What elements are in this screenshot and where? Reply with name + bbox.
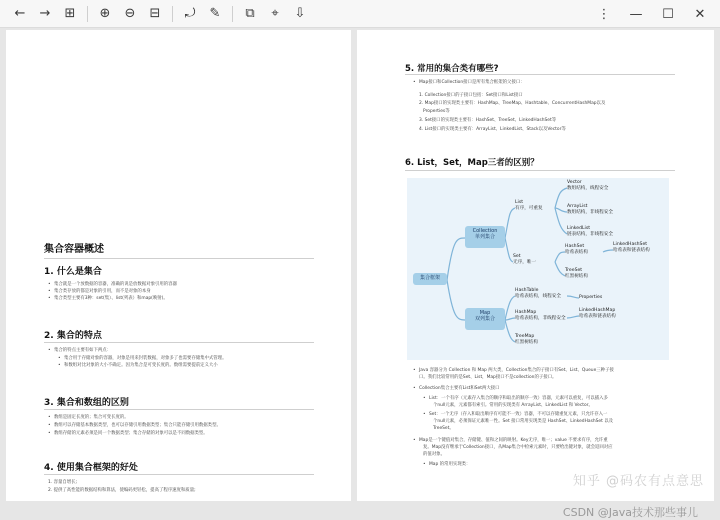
text-line: • Map是一个键值对集合，存储键、值和之间的映射。Key无序，唯一；value 不要求有序，允许重 xyxy=(419,438,608,444)
node-desc: 红黑树结构 xyxy=(515,340,538,345)
text-line: 口。我们比较常用的是Set、List，Map接口不是collection的子接口。 xyxy=(419,375,557,380)
node-title: HashTable xyxy=(515,288,539,293)
node-desc: 哈希表和链表结构 xyxy=(579,314,616,319)
node-desc: 链表结构，非线程安全 xyxy=(567,232,613,237)
text-line: 3. Set接口的实现类主要有：HashSet、TreeSet、LinkedHashSet等 xyxy=(419,118,557,123)
text-line: • 数组可以存储基本数据类型，也可以存储引用数据类型；集合只能存储引用数据类型。 xyxy=(54,423,221,429)
text-line: • 集合的特点主要有如下两点： xyxy=(54,348,111,354)
text-line: • List：一个有序（元素存入集合的顺序和取出的顺序一致）容器，元素可以重复，可以插入多 xyxy=(429,396,608,402)
node-title: LinkedHashMap xyxy=(579,308,616,313)
watermark: 知乎 @码农有点意思 xyxy=(572,474,704,489)
node-linkedlist xyxy=(567,226,613,238)
grid-icon[interactable]: ⊞ xyxy=(64,6,76,21)
node-hashtable xyxy=(515,288,561,300)
node-title: ArrayList xyxy=(567,204,588,209)
node-title: Map xyxy=(479,310,491,316)
zoom-out-icon[interactable]: ⊖ xyxy=(124,6,136,21)
text-line: 1. Collection接口的子接口包括：Set接口和List接口 xyxy=(419,93,523,98)
text-line: 个null元素，元素都有索引。常用的实现类有 ArrayList、LinkedList 和 Vector。 xyxy=(433,403,593,408)
node-desc: 单列集合 xyxy=(474,234,495,240)
node-set xyxy=(513,254,536,266)
text-line: • Collection集合主要有List和Set两大接口 xyxy=(419,386,500,392)
text-line: • Map 的常用实现类： xyxy=(429,462,470,468)
right-page xyxy=(357,30,714,519)
section-heading: 2. 集合的特点 xyxy=(44,331,102,341)
text-line: • 集合就是一个放数据的容器，准确的说是放数据对象引用的容器 xyxy=(54,282,177,288)
restore-icon[interactable]: ☐ xyxy=(662,6,674,22)
section-divider xyxy=(405,74,675,75)
back-icon[interactable]: ← xyxy=(14,6,26,21)
node-desc: 哈希表和链表结构 xyxy=(613,248,650,253)
zoom-in-icon[interactable]: ⊕ xyxy=(99,6,111,21)
text-line: • 集合类存放的都是对象的引用，而不是对象的本身 xyxy=(54,289,151,295)
section-divider xyxy=(44,409,314,410)
csdn-watermark: CSDN @Java技术那些事儿 xyxy=(562,506,698,519)
node-desc: 哈希表结构，线程安全 xyxy=(515,294,561,299)
text-line: 4. List接口的实现类主要有：ArrayList、LinkedList、Stack以及Vector等 xyxy=(419,127,566,132)
copy-icon[interactable]: ⧉ xyxy=(245,6,255,21)
text-line: 1. 容量自增长; xyxy=(48,480,78,485)
toolbar-left xyxy=(0,2,312,26)
node-title: HashMap xyxy=(515,310,537,315)
node-title: TreeMap xyxy=(515,334,535,339)
page-title: 集合容器概述 xyxy=(44,244,104,255)
text-line: • 数组存储的元素必须是同一个数据类型；集合存储的对象可以是不同数据类型。 xyxy=(54,431,208,437)
text-line: 个null元素，必须保证元素唯一性。Set 接口常用实现类是 HashSet、LinkedHashSet 以及 xyxy=(433,419,614,424)
node-hashmap xyxy=(515,310,566,322)
node-hashset xyxy=(565,244,588,256)
text-line: Properties等 xyxy=(423,109,450,114)
section-divider xyxy=(405,170,675,171)
node-title: Set xyxy=(513,254,521,259)
node-arraylist xyxy=(567,204,613,216)
node-title: List xyxy=(515,200,524,205)
toolbar-divider xyxy=(172,6,173,22)
node-map xyxy=(465,308,505,330)
section-heading: 3. 集合和数组的区别 xyxy=(44,398,129,408)
text-line: • 数组是固定长度的；集合可变长度的。 xyxy=(54,415,129,421)
fit-page-icon[interactable]: ⊟ xyxy=(149,6,161,21)
node-desc: 无序，唯一 xyxy=(513,260,536,265)
section-heading: 5. 常用的集合类有哪些? xyxy=(405,64,499,74)
text-line: TreeSet。 xyxy=(433,426,454,431)
node-desc: 双列集合 xyxy=(474,316,495,322)
node-desc: 数组结构，非线程安全 xyxy=(567,210,613,215)
section-heading: 1. 什么是集合 xyxy=(44,267,102,277)
node-title: HashSet xyxy=(565,244,585,249)
text-line: • Java 容器分为 Collection 和 Map 两大类，Collection集合的子接口有Set、List、Queue三种子接 xyxy=(419,368,614,374)
download-icon[interactable]: ⇩ xyxy=(294,6,306,21)
text-line: • 和数组对比对象的大小不确定。因为集合是可变长度的。数组需要提前定义大小 xyxy=(64,363,218,369)
node-list xyxy=(515,200,543,212)
node-desc: 红黑树结构 xyxy=(565,274,588,279)
node-linkedhashset xyxy=(613,242,650,254)
title-divider xyxy=(44,258,314,259)
text-line: • Map接口和Collection接口是所有集合框架的父接口： xyxy=(419,80,525,86)
node-title: Collection xyxy=(472,228,498,234)
text-line: 的值对象。 xyxy=(423,452,445,457)
node-desc: 有序，可重复 xyxy=(515,206,543,211)
text-line: • Set：一个无序（存入和取出顺序有可能不一致）容器，不可以存储重复元素，只允许存入一 xyxy=(429,412,607,418)
edit-icon[interactable]: ✎ xyxy=(209,6,221,21)
node-desc: 数组结构，线程安全 xyxy=(567,186,609,191)
node-title: TreeSet xyxy=(565,268,583,273)
node-properties: Properties xyxy=(579,295,603,300)
rotate-icon[interactable]: ⤾ xyxy=(184,6,196,21)
section-divider xyxy=(44,474,314,475)
node-vector xyxy=(567,180,608,192)
toolbar-divider xyxy=(87,6,88,22)
node-title: Vector xyxy=(567,180,582,185)
section-heading: 6. List，Set，Map三者的区别？ xyxy=(405,158,539,168)
node-desc: 哈希表结构，非线程安全 xyxy=(515,316,566,321)
collection-diagram xyxy=(407,178,669,360)
node-title: LinkedList xyxy=(567,226,591,231)
node-treemap xyxy=(515,334,538,346)
text-line: • 集合类型主要有3种：set(集）、list(列表）和map(映射)。 xyxy=(54,296,168,302)
node-linkedhashmap xyxy=(579,308,616,320)
minimize-icon[interactable]: — xyxy=(629,6,643,22)
close-icon[interactable]: ✕ xyxy=(694,6,706,22)
left-page xyxy=(6,30,351,501)
node-collection xyxy=(465,226,505,248)
text-line: 2. 提供了高性能的数据结构和算法，使编码更轻松，提高了程序速度和质量; xyxy=(48,488,196,493)
toolbar-divider xyxy=(232,6,233,22)
text-line: 复。Map没有继承于Collection接口，从Map集合中检索元素时，只要给出键对象，就会返回对应 xyxy=(423,445,613,450)
text-line: 2. Map接口的实现类主要有：HashMap、TreeMap、Hashtable、ConcurrentHashMap以及 xyxy=(419,101,606,106)
window-controls xyxy=(592,2,712,26)
node-treeset xyxy=(565,268,588,280)
forward-icon[interactable]: → xyxy=(39,6,51,21)
text-line: • 集合用于存储对象的容器，对象是用来封装数据，对象多了也需要存储集中式管理。 xyxy=(64,356,226,362)
select-icon[interactable]: ⌖ xyxy=(271,6,279,21)
node-root: 集合框架 xyxy=(413,273,447,285)
more-icon[interactable]: ⋮ xyxy=(597,6,611,22)
section-heading: 4. 使用集合框架的好处 xyxy=(44,463,138,473)
section-divider xyxy=(44,342,314,343)
node-desc: 哈希表结构 xyxy=(565,250,588,255)
node-title: LinkedHashSet xyxy=(613,242,648,247)
toolbar xyxy=(0,0,720,28)
